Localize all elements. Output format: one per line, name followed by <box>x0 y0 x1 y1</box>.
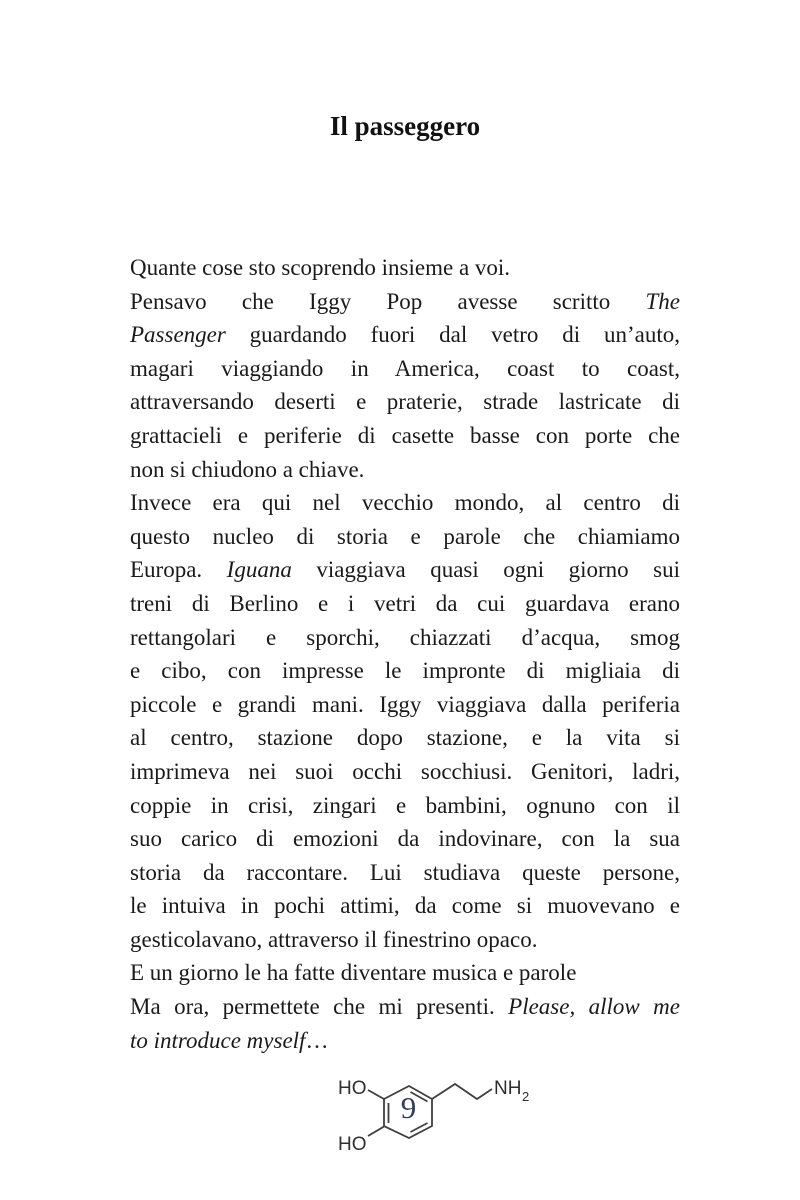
text-line: rettangolari e sporchi, chiazzati d’acqua, smog <box>130 624 680 650</box>
text-line: non si chiudono a chiave. <box>130 456 365 482</box>
text-line: coppie in crisi, zingari e bambini, ognuno con il <box>130 792 680 818</box>
text-line: Passenger guardando fuori dal vetro di un’auto, <box>130 322 680 348</box>
text-line: gesticolavano, attraverso il finestrino opaco. <box>130 926 538 952</box>
text-line: grattacieli e periferie di casette basse con porte che <box>130 422 680 448</box>
paragraph <box>130 285 680 487</box>
text-line: e cibo, con impresse le impronte di migliaia di <box>130 658 680 684</box>
paragraph <box>130 990 680 1057</box>
text-line: piccole e grandi mani. Iggy viaggiava dalla periferia <box>130 691 680 717</box>
hydroxyl-top-label: HO <box>338 1078 367 1099</box>
text-line: Invece era qui nel vecchio mondo, al centro di <box>130 490 680 516</box>
text-line: attraversando deserti e praterie, strade lastricate di <box>130 389 680 415</box>
text-line: Europa. Iguana viaggiava quasi ogni giorno sui <box>130 557 680 583</box>
text-line: al centro, stazione dopo stazione, e la vita si <box>130 725 680 751</box>
text-line: suo carico di emozioni da indovinare, con la sua <box>130 826 680 852</box>
text-line: questo nucleo di storia e parole che chiamiamo <box>130 523 680 549</box>
text-line: to introduce myself… <box>130 1027 329 1053</box>
amine-label: NH <box>494 1078 522 1099</box>
paragraph <box>130 956 680 990</box>
text-line: magari viaggiando in America, coast to coast, <box>130 355 680 381</box>
text-line: Quante cose sto scoprendo insieme a voi. <box>130 255 511 280</box>
text-line: storia da raccontare. Lui studiava queste persone, <box>130 859 680 885</box>
amine-subscript: 2 <box>522 1089 530 1104</box>
text-line: Ma ora, permettete che mi presenti. Please, allow me <box>130 994 680 1020</box>
paragraph <box>130 486 680 956</box>
hydroxyl-bottom-label: HO <box>338 1134 367 1155</box>
body-text <box>130 251 680 1057</box>
text-line: treni di Berlino e i vetri da cui guardava erano <box>130 590 680 616</box>
chapter-title: Il passeggero <box>329 111 481 141</box>
text-line: le intuiva in pochi attimi, da come si muovevano e <box>130 893 680 919</box>
text-line: Pensavo che Iggy Pop avesse scritto The <box>130 288 680 314</box>
text-line: E un giorno le ha fatte diventare musica e parole <box>130 960 577 986</box>
page-number: 9 <box>400 1090 417 1125</box>
paragraph <box>130 251 680 285</box>
text-line: imprimeva nei suoi occhi socchiusi. Genitori, ladri, <box>130 758 680 784</box>
